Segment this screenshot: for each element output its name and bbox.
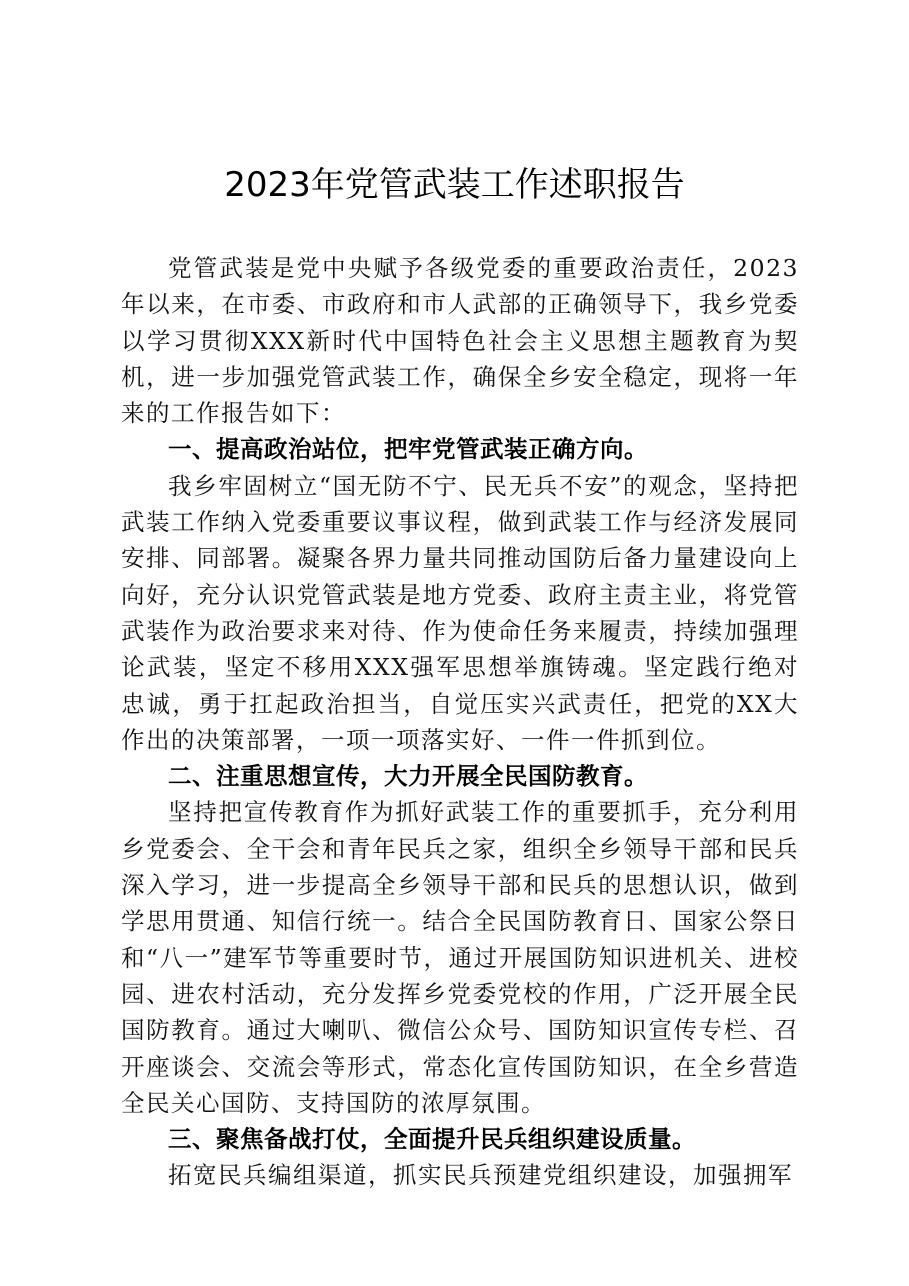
- section-1-paragraph: 我乡牢固树立“国无防不宁、民无兵不安”的观念，坚持把武装工作纳入党委重要议事议程，做到武装工作与经济发展同安排、同部署。凝聚各界力量共同推动国防后备力量建设向上向好，充分认识党管武装是地方党委、政府主责主业，将党管武装作为政治要求来对待、作为使命任务来履责，持续加强理论武装，坚定不移用XXX强军思想举旗铸魂。坚定践行绝对忠诚，勇于扛起政治担当，自觉压实兴武责任，把党的XX大作出的决策部署，一项一项落实好、一件一件抓到位。: [121, 471, 799, 754]
- document-title: 2023年党管武装工作述职报告: [224, 165, 685, 205]
- document-body: [121, 250, 799, 1194]
- intro-paragraph: 党管武装是党中央赋予各级党委的重要政治责任，2023年以来，在市委、市政府和市人武部的正确领导下，我乡党委以学习贯彻XXX新时代中国特色社会主义思想主题教育为契机，进一步加强党管武装工作，确保全乡安全稳定，现将一年来的工作报告如下：: [121, 254, 799, 428]
- section-3-heading: 三、聚焦备战打仗，全面提升民兵组织建设质量。: [168, 1125, 696, 1154]
- section-2-heading: 二、注重思想宣传，大力开展全民国防教育。: [168, 762, 648, 791]
- section-3-paragraph: 拓宽民兵编组渠道，抓实民兵预建党组织建设，加强拥军: [168, 1161, 793, 1190]
- section-1-heading: 一、提高政治站位，把牢党管武装正确方向。: [168, 435, 648, 464]
- section-2-paragraph: 坚持把宣传教育作为抓好武装工作的重要抓手，充分利用乡党委会、全干会和青年民兵之家，组织全乡领导干部和民兵深入学习，进一步提高全乡领导干部和民兵的思想认识，做到学思用贯通、知信行统一。结合全民国防教育日、国家公祭日和“八一”建军节等重要时节，通过开展国防知识进机关、进校园、进农村活动，充分发挥乡党委党校的作用，广泛开展全民国防教育。通过大喇叭、微信公众号、国防知识宣传专栏、召开座谈会、交流会等形式，常态化宣传国防知识，在全乡营造全民关心国防、支持国防的浓厚氛围。: [121, 798, 799, 1117]
